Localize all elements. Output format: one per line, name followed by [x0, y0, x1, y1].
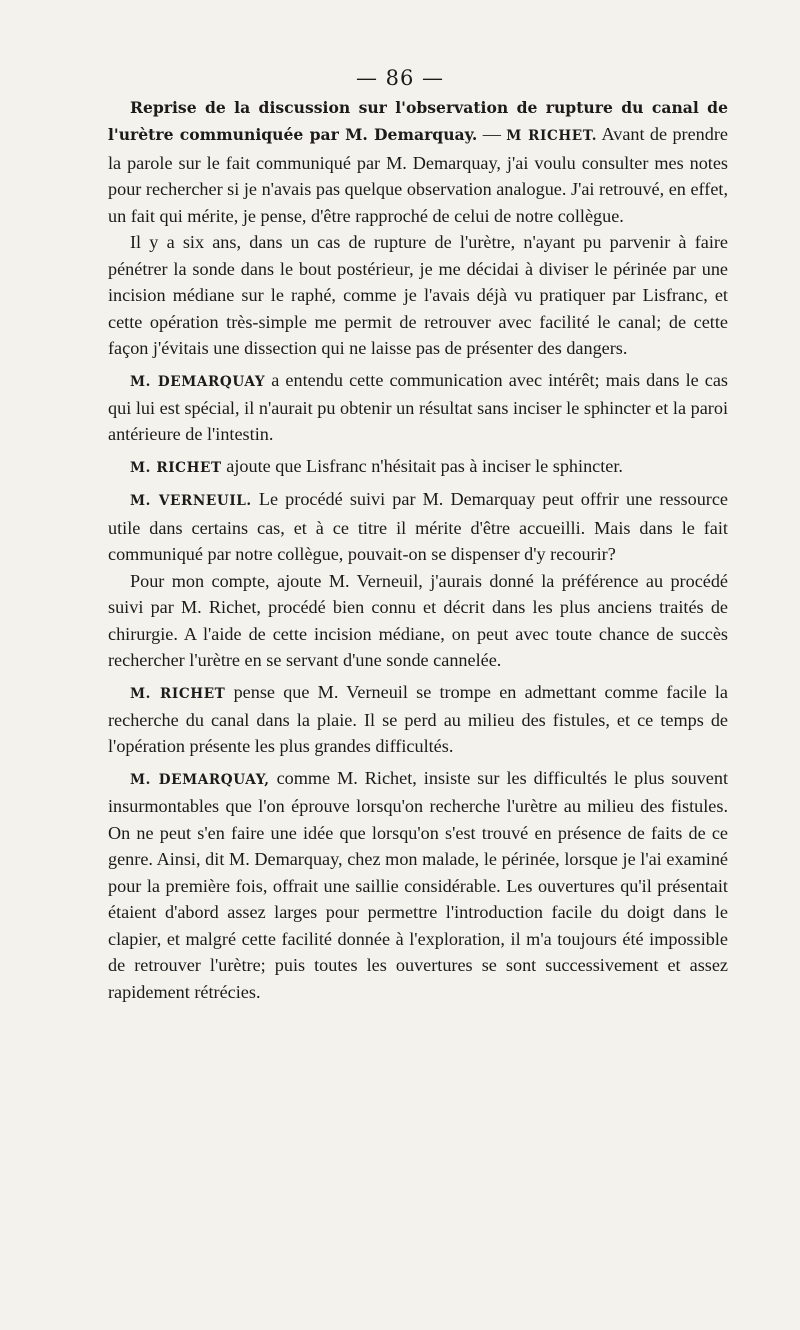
speaker-name: M. RICHET — [130, 459, 222, 476]
speaker-name: M. VERNEUIL. — [130, 493, 252, 510]
paragraph-text: Avant de prendre la parole sur le fait communiqué par M. Demarquay, j'ai voulu consulter mes notes pour rechercher si je n'avais pas quelque observation analogue. J'ai retrouvé, en effet, un fait qui mérite, je pense, d'être rapproché de celui de notre collègue. — [108, 124, 728, 226]
paragraph-text: Le procédé suivi par M. Demarquay peut offrir une ressource utile dans certains cas, et à ce titre il mérite d'être accueilli. Mais dans le fait communiqué par notre collègue, pouvait-on se dispenser d'y recourir? — [108, 489, 728, 565]
paragraph — [108, 229, 728, 361]
page-body — [108, 94, 728, 1005]
paragraph-text: a entendu cette communication avec intérêt; mais dans le cas qui lui est spécial, il n'aurait pu obtenir un résultat sans inciser le sphincter et la paroi antérieure de l'intestin. — [108, 369, 729, 445]
paragraph-text: Il y a six ans, dans un cas de rupture de l'urètre, n'ayant pu parvenir à faire pénétrer la sonde dans le bout postérieur, je me décidai à diviser le périnée par une incision médiane sur le raphé, comme je l'avais déjà vu pratiquer par Lisfranc, et cette opération très-simple me permit de retrouver avec facilité le canal; de cette façon j'évitais une dissection qui ne laisse pas de présenter des dangers. — [108, 232, 728, 359]
speaker-name: M. DEMARQUAY — [130, 373, 266, 390]
paragraph — [108, 679, 728, 760]
paragraph — [108, 453, 728, 481]
discussion-heading: Reprise de la discussion sur l'observation de rupture du canal de l'urètre communiquée par M. Demarquay. — [108, 98, 728, 145]
paragraph — [108, 367, 728, 448]
discussion-heading-paragraph — [108, 94, 728, 229]
speaker-name: M. DEMARQUAY, — [130, 771, 270, 788]
speaker-name: M RICHET. — [506, 128, 598, 145]
paragraph-text: ajoute que Lisfranc n'hésitait pas à inciser le sphincter. — [221, 455, 623, 476]
paragraph-text: pense que M. Verneuil se trompe en admettant comme facile la recherche du canal dans la plaie. Il se perd au milieu des fistules, et ce temps de l'opération présente les plus grandes difficultés. — [108, 681, 728, 757]
heading-dash: — — [477, 124, 507, 145]
page-number: — 86 — — [355, 66, 445, 90]
paragraph — [108, 568, 728, 674]
paragraph — [108, 765, 728, 1005]
paragraph-text: comme M. Richet, insiste sur les difficultés le plus souvent insurmontables que l'on éprouve lorsqu'on recherche l'urètre au milieu des fistules. On ne peut s'en faire une idée que lorsqu'on s'est trouvé en présence de faits de ce genre. Ainsi, dit M. Demarquay, chez mon malade, le périnée, lorsque je l'ai examiné pour la première fois, offrait une saillie considérable. Les ouvertures qu'il présentait étaient d'abord assez larges pour permettre l'introduction facile du doigt dans le clapier, et malgré cette facilité donnée à l'exploration, il m'a toujours été impossible de retrouver l'urètre; puis toutes les ouvertures se sont successivement et assez rapidement rétrécies. — [108, 767, 728, 1002]
paragraph — [108, 486, 728, 567]
paragraph-text: Pour mon compte, ajoute M. Verneuil, j'aurais donné la préférence au procédé suivi par M. Richet, procédé bien connu et décrit dans les plus anciens traités de chirurgie. A l'aide de cette incision médiane, on peut avec toute chance de succès rechercher l'urètre en se servant d'une sonde cannelée. — [108, 570, 728, 671]
speaker-name: M. RICHET — [130, 685, 226, 702]
